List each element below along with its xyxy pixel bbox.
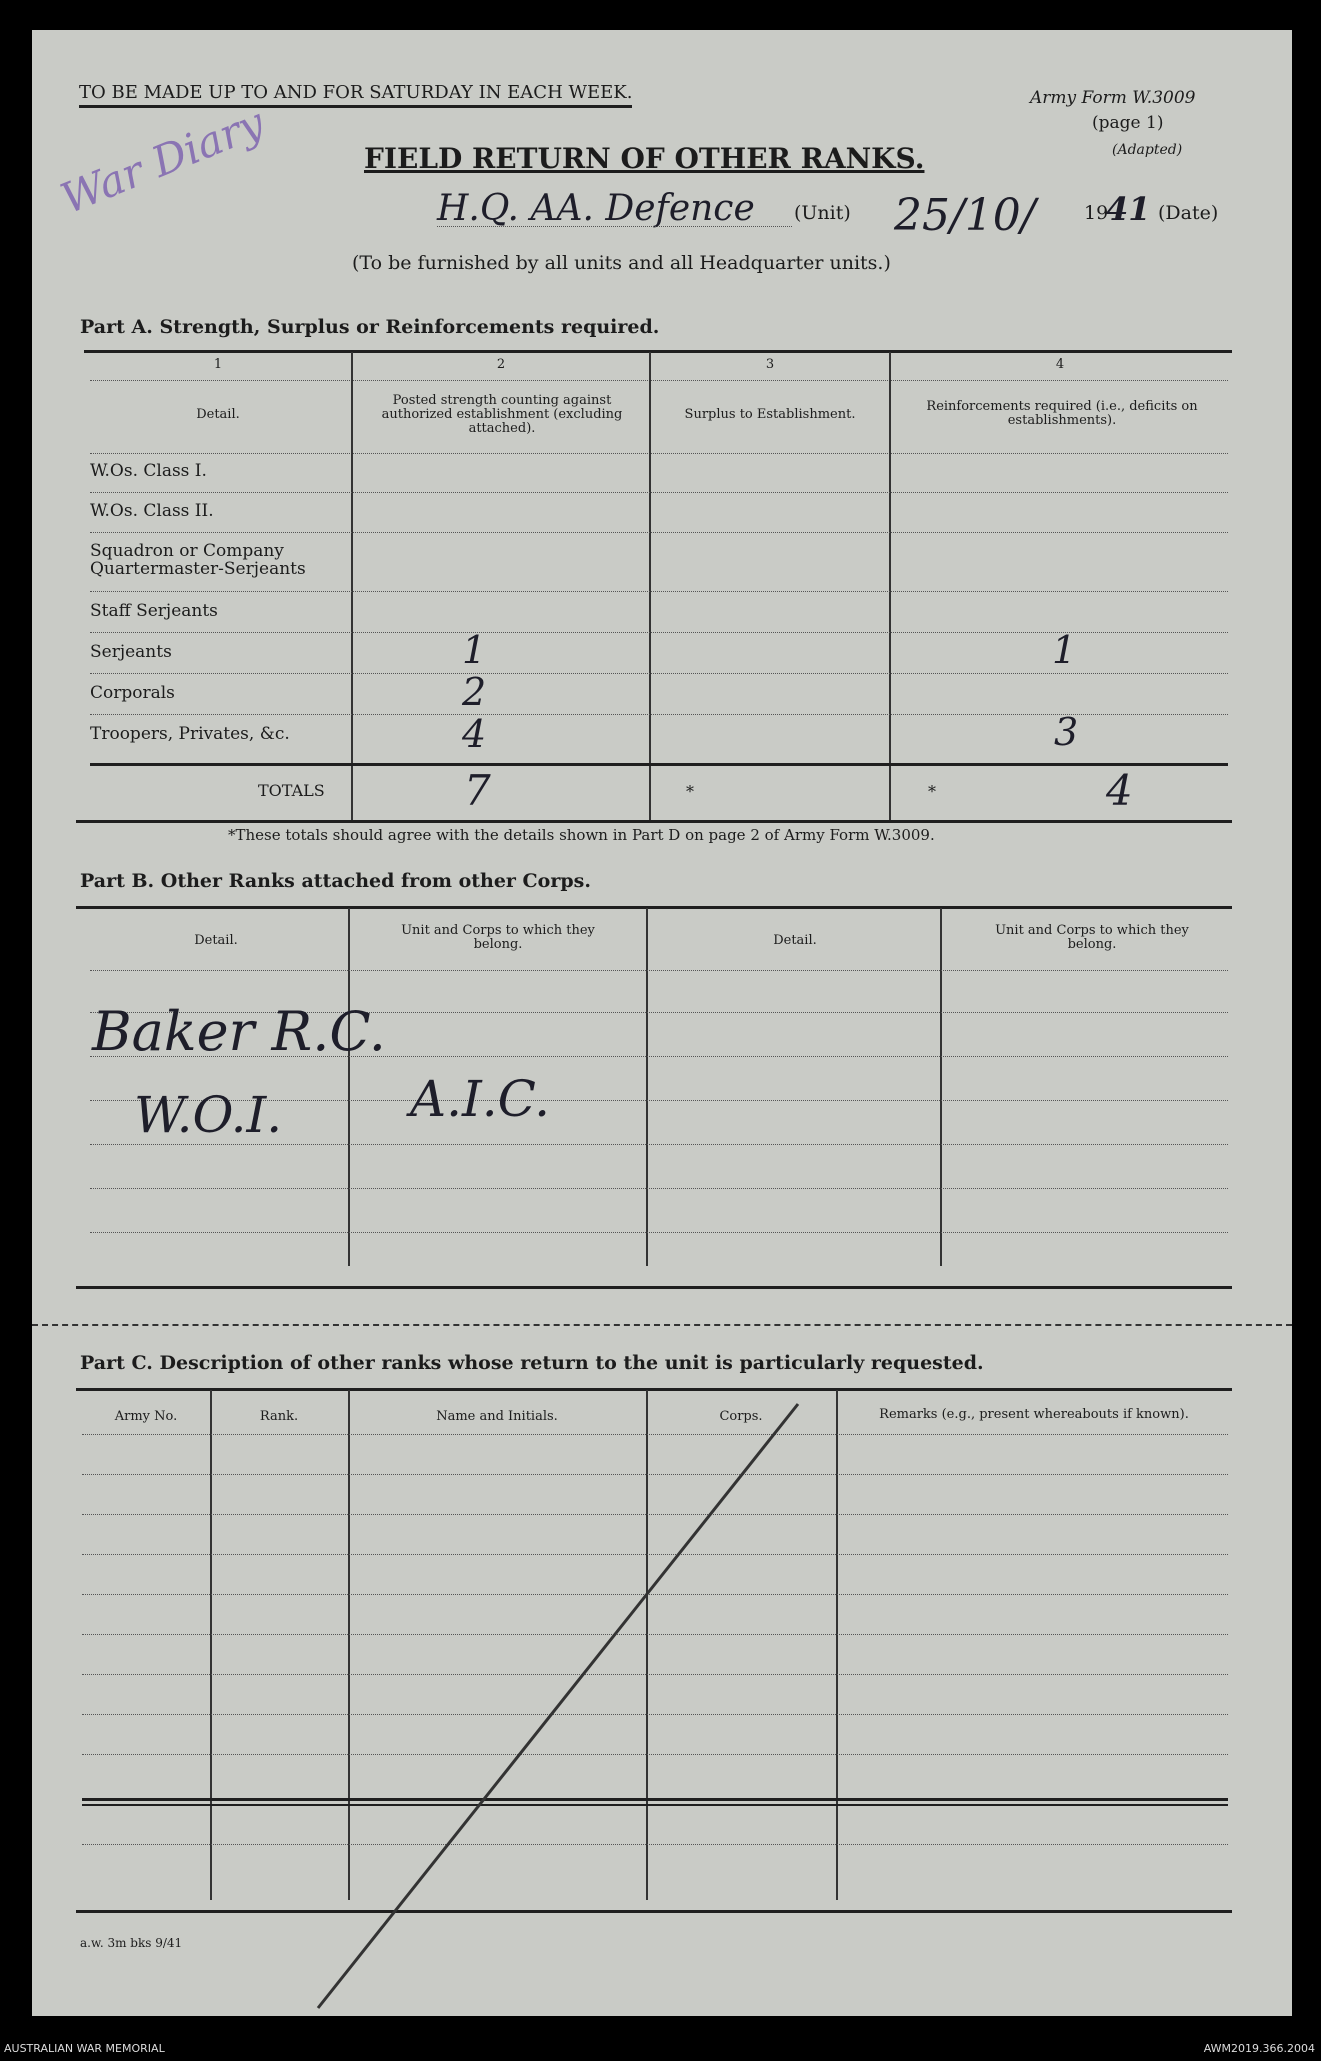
reinf-troopers: 3 — [1054, 710, 1079, 754]
totals-reinf-asterisk: * — [928, 782, 936, 801]
print-code: a.w. 3m bks 9/41 — [80, 1936, 183, 1950]
totals-label: TOTALS — [258, 781, 325, 800]
col-number-4: 4 — [1055, 357, 1065, 372]
col-head-surplus: Surplus to Establishment. — [684, 407, 856, 422]
part-b-head-detail-2: Detail. — [773, 933, 817, 948]
attached-corps: A.I.C. — [410, 1070, 551, 1128]
part-b-head-unit-2: Unit and Corps to which they belong. — [995, 923, 1189, 952]
part-c-head-army-no: Army No. — [114, 1409, 178, 1424]
weekly-instruction: TO BE MADE UP TO AND FOR SATURDAY IN EACH WEEK. — [79, 82, 632, 108]
totals-posted: 7 — [464, 766, 491, 815]
col-head-reinforcements: Reinforcements required (i.e., deficits on establishments). — [926, 399, 1198, 428]
totals-surplus-asterisk: * — [686, 782, 694, 801]
page-title: FIELD RETURN OF OTHER RANKS. — [364, 142, 925, 175]
row-label-cqms: Squadron or Company Quartermaster-Serjeants — [90, 541, 306, 579]
row-label-staff-serjeants: Staff Serjeants — [90, 601, 218, 621]
row-label-serjeants: Serjeants — [90, 642, 172, 662]
totals-footnote: *These totals should agree with the details shown in Part D on page 2 of Army Form W.3009. — [228, 826, 935, 844]
posted-troopers: 4 — [462, 712, 487, 756]
attached-name: Baker R.C. — [92, 1000, 386, 1063]
footer-left: AUSTRALIAN WAR MEMORIAL — [4, 2042, 165, 2055]
archive-footer — [0, 2038, 1321, 2061]
col-head-detail: Detail. — [196, 407, 240, 422]
col-number-2: 2 — [496, 357, 506, 372]
form-paper — [32, 30, 1292, 2016]
attached-rank: W.O.I. — [134, 1086, 283, 1144]
cancellation-line — [318, 1404, 798, 2008]
year-prefix: 19 — [1084, 202, 1109, 224]
part-c-head-name: Name and Initials. — [436, 1409, 558, 1424]
part-b-head-detail-1: Detail. — [194, 933, 238, 948]
posted-corporals: 2 — [462, 670, 487, 714]
unit-label: (Unit) — [794, 202, 851, 224]
part-b-title: Part B. Other Ranks attached from other Corps. — [80, 870, 591, 892]
col-head-posted: Posted strength counting against authorized establishment (excluding attached). — [381, 393, 623, 436]
footer-right: AWM2019.366.2004 — [1203, 2042, 1315, 2055]
unit-handwritten: H.Q. AA. Defence — [437, 188, 755, 229]
part-a-title: Part A. Strength, Surplus or Reinforcements required. — [80, 316, 660, 338]
posted-serjeants: 1 — [462, 628, 487, 672]
year-handwritten: 41 — [1106, 190, 1151, 228]
totals-reinf: 4 — [1106, 766, 1133, 815]
row-label-wo2: W.Os. Class II. — [90, 501, 214, 521]
part-b-head-unit-1: Unit and Corps to which they belong. — [401, 923, 595, 952]
adapted-note: (Adapted) — [1112, 142, 1183, 158]
furnish-note: (To be furnished by all units and all Headquarter units.) — [352, 252, 891, 274]
date-handwritten: 25/10/ — [894, 190, 1036, 241]
date-label: (Date) — [1158, 202, 1219, 224]
row-label-corporals: Corporals — [90, 683, 175, 703]
part-c-head-remarks: Remarks (e.g., present whereabouts if known). — [879, 1407, 1189, 1422]
army-form-number: Army Form W.3009 — [1030, 88, 1196, 108]
col-number-1: 1 — [213, 357, 223, 372]
cancellation-stroke — [32, 30, 1292, 2016]
col-number-3: 3 — [765, 357, 775, 372]
part-c-title: Part C. Description of other ranks whose return to the unit is particularly requested. — [80, 1352, 984, 1374]
reinf-serjeants: 1 — [1052, 628, 1077, 672]
war-diary-stamp: War Diary — [54, 97, 271, 224]
row-label-wo1: W.Os. Class I. — [90, 461, 207, 481]
row-label-troopers: Troopers, Privates, &c. — [90, 724, 290, 744]
part-c-head-rank: Rank. — [259, 1409, 299, 1424]
form-page: (page 1) — [1092, 113, 1164, 133]
part-c-head-corps: Corps. — [719, 1409, 763, 1424]
